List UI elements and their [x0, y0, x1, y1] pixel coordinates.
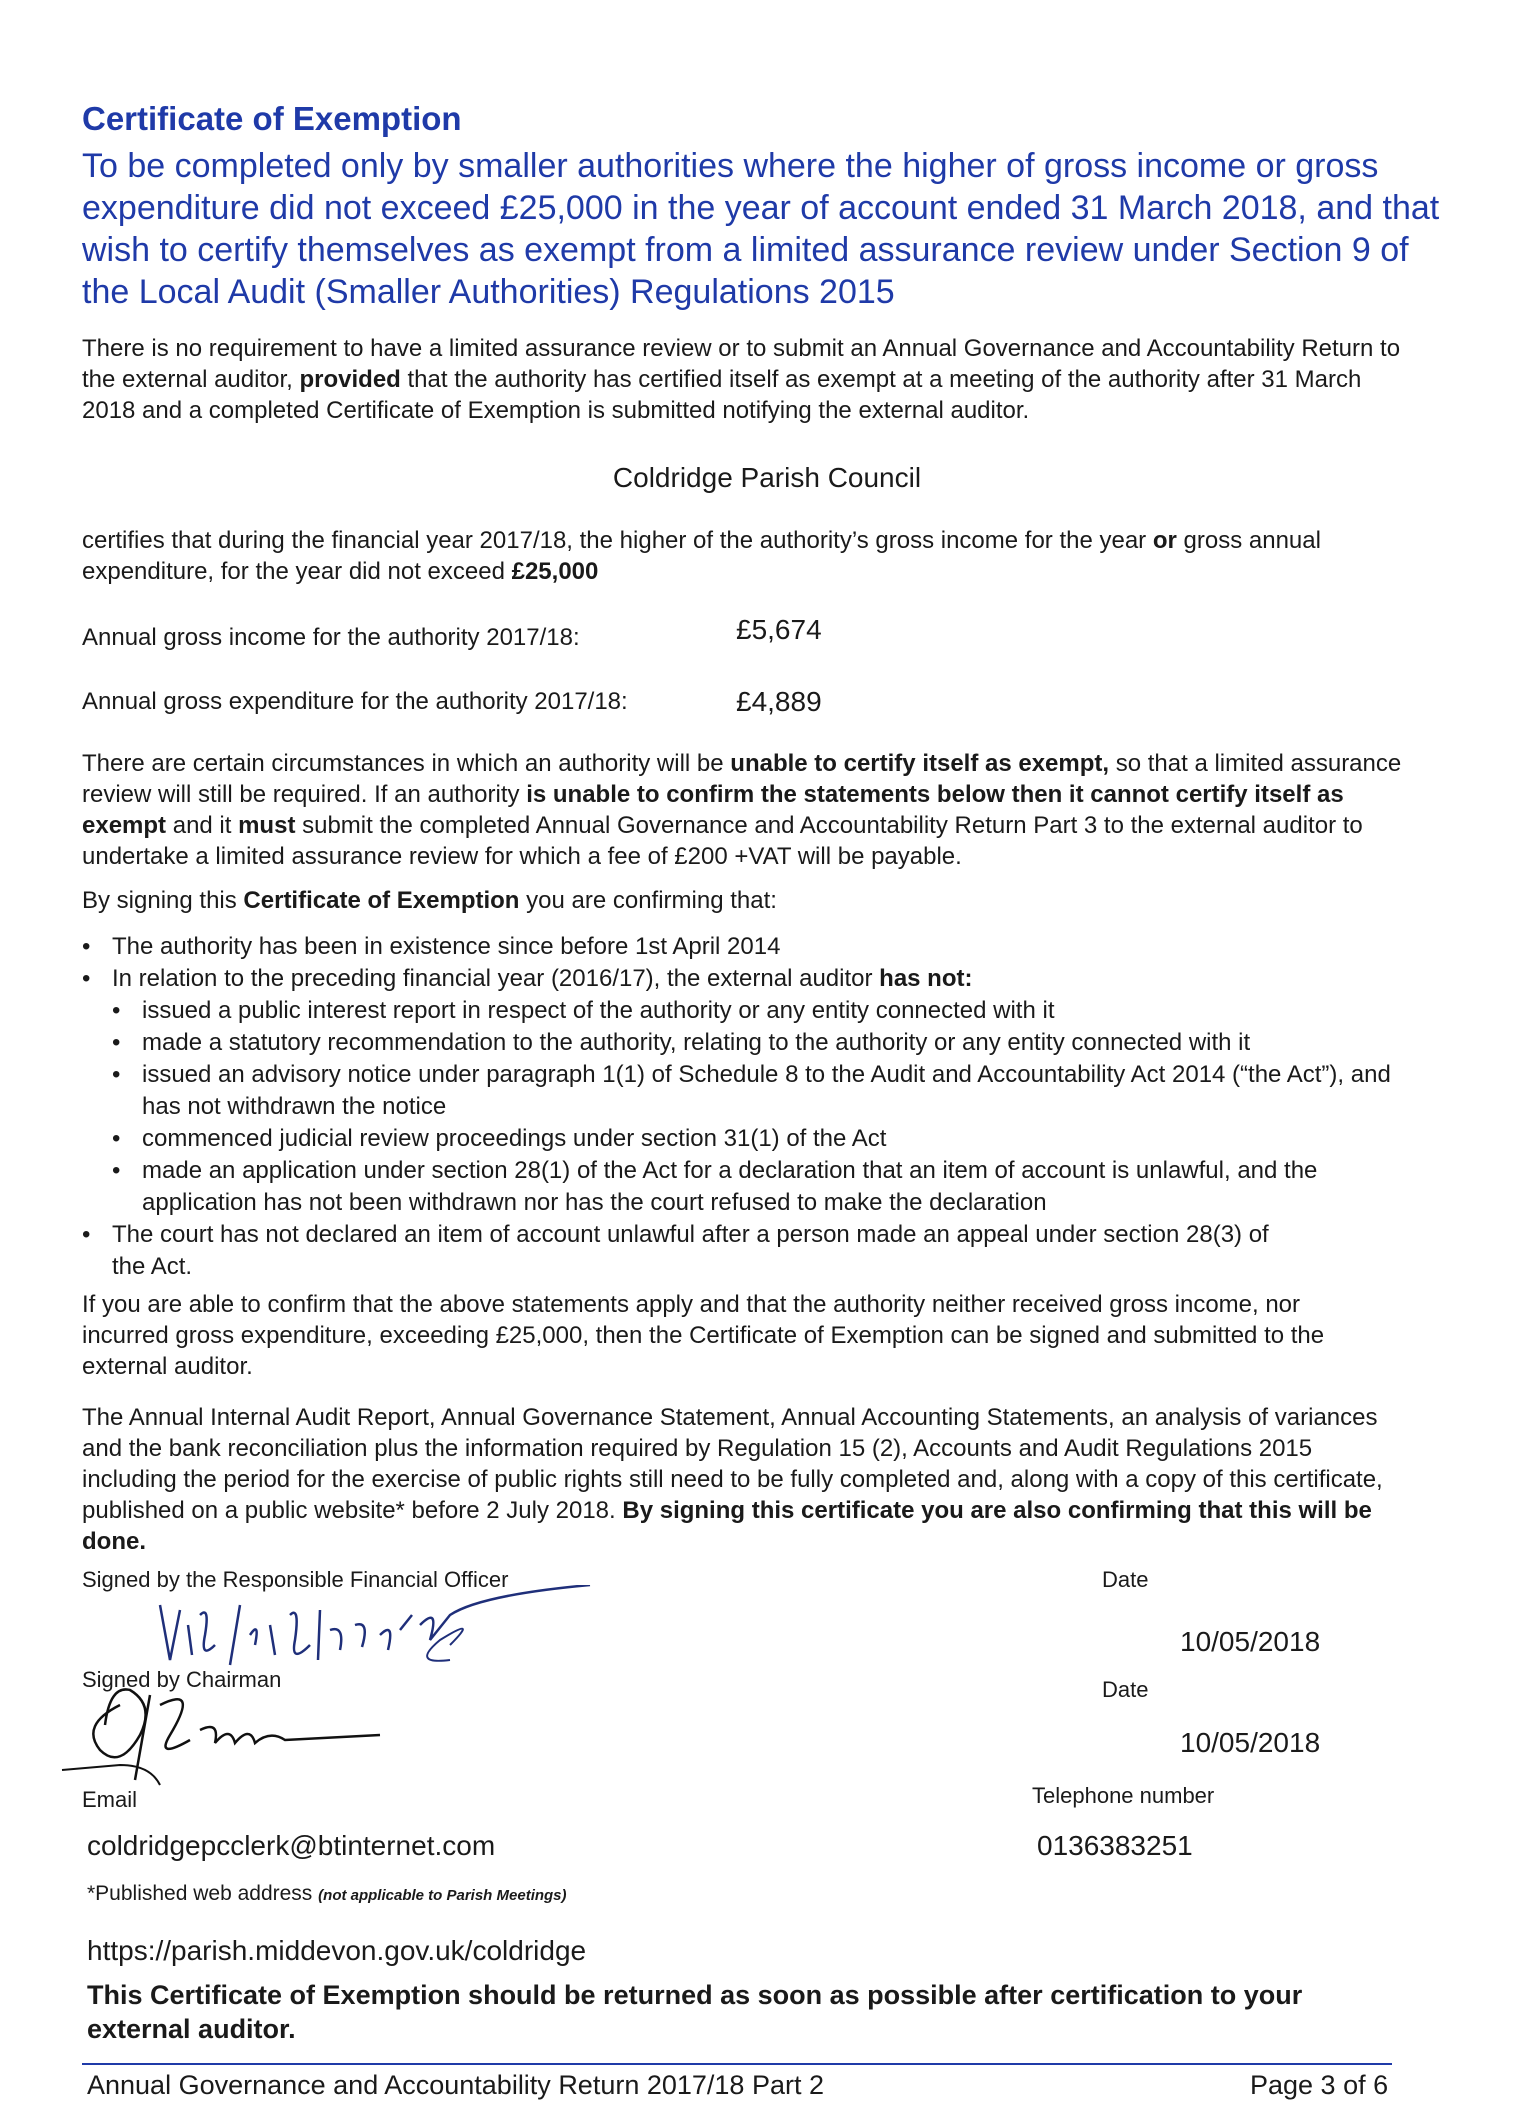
certificate-title: Certificate of Exemption	[82, 100, 462, 137]
income-label: Annual gross income for the authority 2017/18:	[82, 624, 580, 651]
return-note: This Certificate of Exemption should be returned as soon as possible after certification to your external auditor.	[87, 1980, 1303, 2044]
web-address: https://parish.middevon.gov.uk/coldridge	[87, 1935, 587, 1966]
rfo-date-label: Date	[1102, 1567, 1149, 1592]
list-item: • issued an advisory notice under paragraph 1(1) of Schedule 8 to the Audit and Accountability Act 2014 (“the Act”), and has not withdrawn the notice	[112, 1059, 1402, 1123]
confirming-paragraph: By signing this Certificate of Exemption you are confirming that:	[82, 887, 777, 914]
footer-divider	[82, 2063, 1392, 2065]
income-value: £5,674	[736, 614, 822, 645]
chairman-date: 10/05/2018	[1180, 1727, 1321, 1758]
chairman-date-label: Date	[1102, 1677, 1149, 1702]
circumstances-paragraph: There are certain circumstances in which an authority will be unable to certify itself as exempt, so that a limited assurance review will still be required. If an authority is unable to confirm the statements below then it cannot certify itself as exempt and it must submit the completed Annual Governance and Accountability Return Part 3 to the external auditor to undertake a limited assurance review for which a fee of £200 +VAT will be payable.	[82, 750, 1402, 870]
expenditure-value: £4,889	[736, 686, 822, 717]
list-item: • issued a public interest report in respect of the authority or any entity connected with it	[112, 995, 1402, 1027]
able-paragraph: If you are able to confirm that the above statements apply and that the authority neither received gross income, nor incurred gross expenditure, exceeding £25,000, then the Certificate of Exemption can be signed and submitted to the external auditor.	[82, 1291, 1325, 1380]
web-address-label: *Published web address (not applicable to Parish Meetings)	[87, 1882, 567, 1905]
intro-paragraph: There is no requirement to have a limited assurance review or to submit an Annual Governance and Accountability Return to the external auditor, provided that the authority has certified itself as exempt at a meeting of the authority after 31 March 2018 and a completed Certificate of Exemption is submitted notifying the external auditor.	[82, 335, 1401, 424]
expenditure-label: Annual gross expenditure for the authority 2017/18:	[82, 688, 628, 715]
chairman-signature	[60, 1665, 390, 1790]
page-number: Page 3 of 6	[1250, 2070, 1389, 2100]
annual-paragraph: The Annual Internal Audit Report, Annual Governance Statement, Annual Accounting Statements, an analysis of variances and the bank reconciliation plus the information required by Regulation 15 (2), Accounts and Audit Regulations 2015 including the period for the exercise of public rights still need to be fully completed and, along with a copy of this certificate, published on a public website* before 2 July 2018. By signing this certificate you are also confirming that this will be done.	[82, 1404, 1383, 1555]
certifies-paragraph: certifies that during the financial year 2017/18, the higher of the authority’s gross income for the year or gross annual expenditure, for the year did not exceed £25,000	[82, 527, 1321, 585]
list-item: • made a statutory recommendation to the authority, relating to the authority or any entity connected with it	[112, 1027, 1402, 1059]
chairman-signature-label: Signed by Chairman	[82, 1667, 282, 1692]
rfo-signature-label: Signed by the Responsible Financial Officer	[82, 1567, 509, 1592]
list-item: • The court has not declared an item of account unlawful after a person made an appeal under section 28(3) of the Act.	[82, 1219, 1272, 1283]
rfo-signature	[150, 1585, 610, 1675]
certificate-subtitle: To be completed only by smaller authorities where the higher of gross income or gross expenditure did not exceed £25,000 in the year of account ended 31 March 2018, and that wish to certify themselves as exempt from a limited assurance review under Section 9 of the Local Audit (Smaller Authorities) Regulations 2015	[82, 147, 1440, 311]
confirmation-list	[82, 931, 1402, 1283]
authority-name: Coldridge Parish Council	[612, 462, 922, 493]
telephone-label: Telephone number	[1032, 1783, 1215, 1808]
list-item: • In relation to the preceding financial year (2016/17), the external auditor has not: • issued a public interest report in respect of the authority or any entity connected with it • made a statutory recommendation to the authority, relating to the authority or any entity connected with it • issued an advisory notice under paragraph 1(1) of Schedule 8 to the Audit and Accountability Act 2014 (“the Act”), and has not withdrawn the notice • commenced judicial review proceedings under section 31(1) of the Act • made an application under section 28(1) of the Act for a declaration that an item of account is unlawful, and the application has not been withdrawn nor has the court refused to make the declaration	[82, 963, 1402, 1219]
email-address: coldridgepcclerk@btinternet.com	[87, 1830, 496, 1861]
footer-title: Annual Governance and Accountability Return 2017/18 Part 2	[87, 2070, 824, 2100]
list-item: • The authority has been in existence since before 1st April 2014	[82, 931, 1402, 963]
rfo-date: 10/05/2018	[1180, 1626, 1321, 1657]
list-item: • made an application under section 28(1) of the Act for a declaration that an item of account is unlawful, and the application has not been withdrawn nor has the court refused to make the declaration	[112, 1155, 1402, 1219]
email-label: Email	[82, 1787, 138, 1812]
list-item: • commenced judicial review proceedings under section 31(1) of the Act	[112, 1123, 1402, 1155]
telephone-number: 0136383251	[1037, 1830, 1193, 1861]
